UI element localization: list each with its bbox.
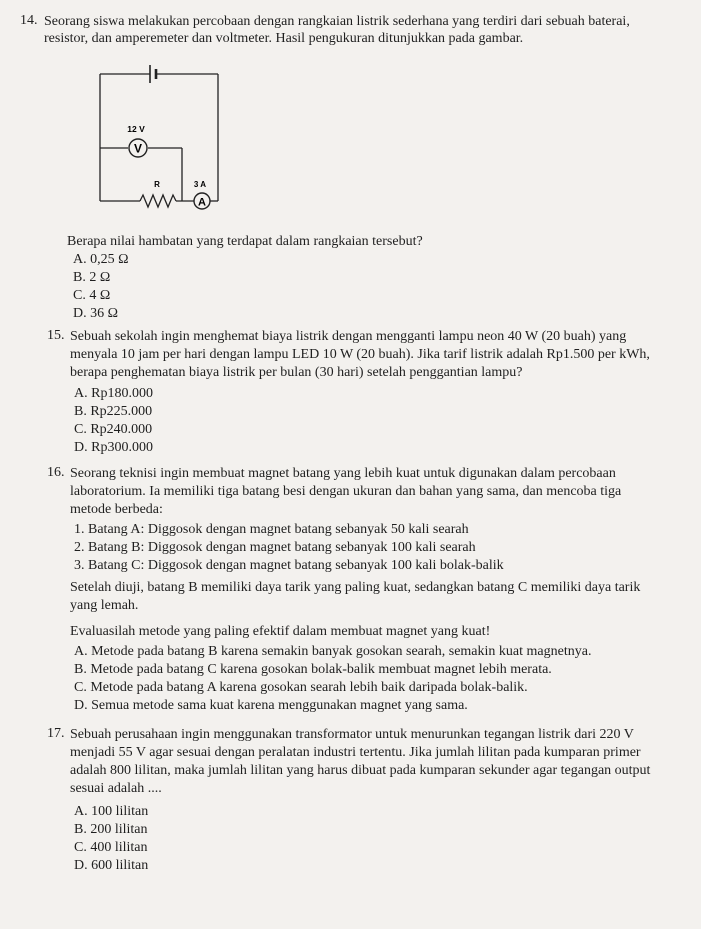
answer-option-c: C. Rp240.000 (74, 422, 153, 437)
question-stem-line: resistor, dan amperemeter dan voltmeter. Hasil pengukuran ditunjukkan pada gambar. (44, 31, 524, 46)
method-item: 3. Batang C: Diggosok dengan magnet batang sebanyak 100 kali bolak-balik (74, 558, 504, 573)
answer-option-a: A. Metode pada batang B karena semakin banyak gosokan searah, semakin kuat magnetnya. (74, 644, 592, 659)
question-number: 14. (20, 13, 38, 28)
resistor-symbol (140, 195, 176, 207)
question-number: 17. (47, 726, 65, 741)
question-stem-line: laboratorium. Ia memiliki tiga batang besi dengan ukuran dan bahan yang sama, dan mencoba tiga (70, 484, 622, 499)
circuit-diagram (96, 60, 246, 218)
voltmeter-letter: V (133, 141, 143, 156)
answer-option-a: A. 100 lilitan (74, 804, 149, 819)
question-number: 16. (47, 465, 65, 480)
question-stem-line: Seorang teknisi ingin membuat magnet batang yang lebih kuat untuk digunakan dalam percobaan (70, 466, 616, 481)
answer-option-d: D. Rp300.000 (74, 440, 153, 455)
result-text: yang lemah. (70, 598, 139, 613)
voltage-label: 12 V (127, 124, 145, 134)
answer-option-d: D. Semua metode sama kuat karena menggunakan magnet yang sama. (74, 698, 468, 713)
result-text: Setelah diuji, batang B memiliki daya tarik yang paling kuat, sedangkan batang C memiliki daya tarik (70, 580, 641, 595)
battery-symbol (150, 65, 156, 83)
method-item: 2. Batang B: Diggosok dengan magnet batang sebanyak 100 kali searah (74, 540, 476, 555)
question-stem-line: Seorang siswa melakukan percobaan dengan rangkaian listrik sederhana yang terdiri dari sebuah baterai, (44, 14, 630, 29)
question-stem-line: adalah 800 lilitan, maka jumlah lilitan yang harus dibuat pada kumparan sekunder agar tegangan output (70, 763, 651, 778)
question-stem-line: Sebuah sekolah ingin menghemat biaya listrik dengan mengganti lampu neon 40 W (20 buah) yang (70, 329, 627, 344)
question-stem-line: berapa penghematan biaya listrik per bulan (30 hari) setelah penggantian lampu? (70, 365, 523, 380)
answer-option-b: B. 2 Ω (73, 270, 111, 285)
answer-option-c: C. 4 Ω (73, 288, 111, 303)
answer-option-a: A. 0,25 Ω (73, 252, 129, 267)
answer-option-c: C. Metode pada batang A karena gosokan searah lebih baik daripada bolak-balik. (74, 680, 528, 695)
question-stem-line: menyala 10 jam per hari dengan lampu LED 10 W (20 buah). Jika tarif listrik adalah Rp1.500 per kWh, (70, 347, 650, 362)
current-label: 3 A (193, 180, 207, 189)
answer-option-c: C. 400 lilitan (74, 840, 148, 855)
answer-option-b: B. Rp225.000 (74, 404, 153, 419)
question-text: Evaluasilah metode yang paling efektif dalam membuat magnet yang kuat! (70, 624, 491, 639)
question-stem-line: menjadi 55 V agar sesuai dengan peralatan industri tertentu. Jika jumlah lilitan pada kumparan primer (70, 745, 641, 760)
question-stem-line: Sebuah perusahaan ingin menggunakan transformator untuk menurunkan tegangan listrik dari 220 V (70, 727, 634, 742)
question-number: 15. (47, 328, 65, 343)
question-stem-line: sesuai adalah .... (70, 781, 162, 796)
question-stem-line: metode berbeda: (70, 502, 163, 517)
answer-option-d: D. 36 Ω (73, 306, 119, 321)
question-text: Berapa nilai hambatan yang terdapat dalam rangkaian tersebut? (67, 234, 423, 249)
answer-option-a: A. Rp180.000 (74, 386, 153, 401)
ammeter-letter: A (198, 196, 206, 209)
answer-option-b: B. Metode pada batang C karena gosokan bolak-balik membuat magnet lebih merata. (74, 662, 552, 677)
answer-option-b: B. 200 lilitan (74, 822, 148, 837)
resistor-label: R (154, 180, 160, 189)
answer-option-d: D. 600 lilitan (74, 858, 149, 873)
method-item: 1. Batang A: Diggosok dengan magnet batang sebanyak 50 kali searah (74, 522, 469, 537)
